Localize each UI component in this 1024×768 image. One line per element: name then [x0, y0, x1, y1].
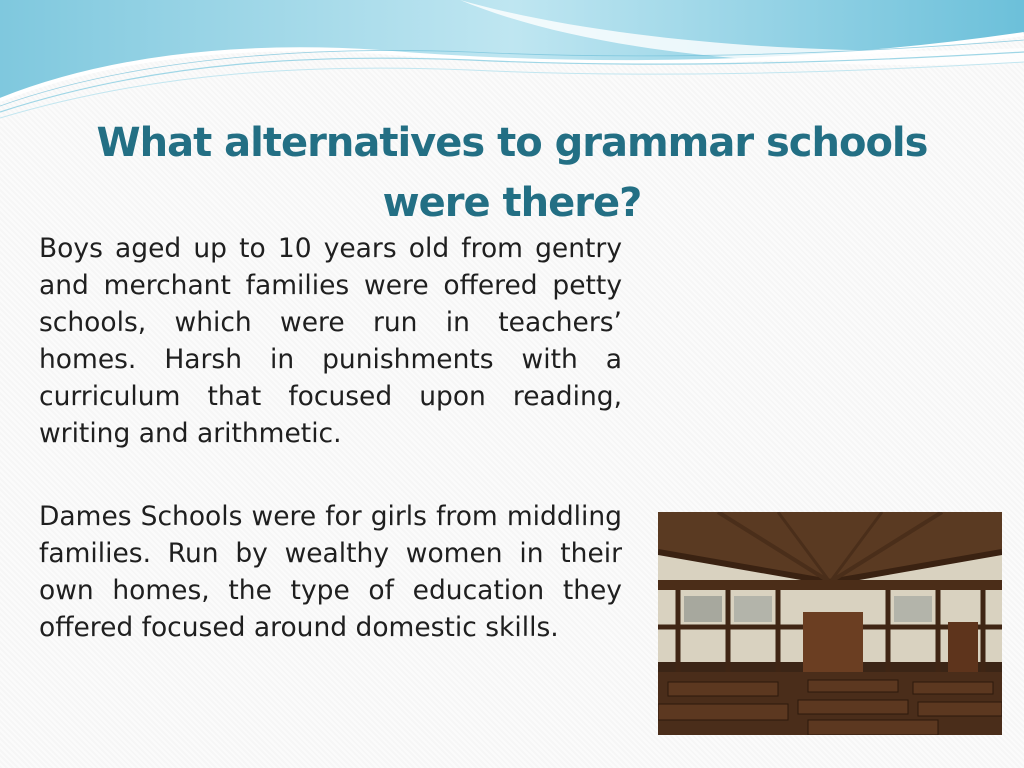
schoolroom-photo	[658, 512, 1002, 735]
petty-schools-paragraph: Boys aged up to 10 years old from gentry and merchant families were offered petty schools, which were run in teachers’ homes. Harsh in punishments with a curriculum that focused upon reading, writing and arithmetic.	[39, 233, 622, 449]
header-wave-decoration	[0, 0, 1024, 120]
dames-schools-paragraph: Dames Schools were for girls from middling families. Run by wealthy women in their own homes, the type of education they offered focused around domestic skills.	[39, 501, 622, 643]
slide-title: What alternatives to grammar schools were there?	[96, 119, 928, 226]
